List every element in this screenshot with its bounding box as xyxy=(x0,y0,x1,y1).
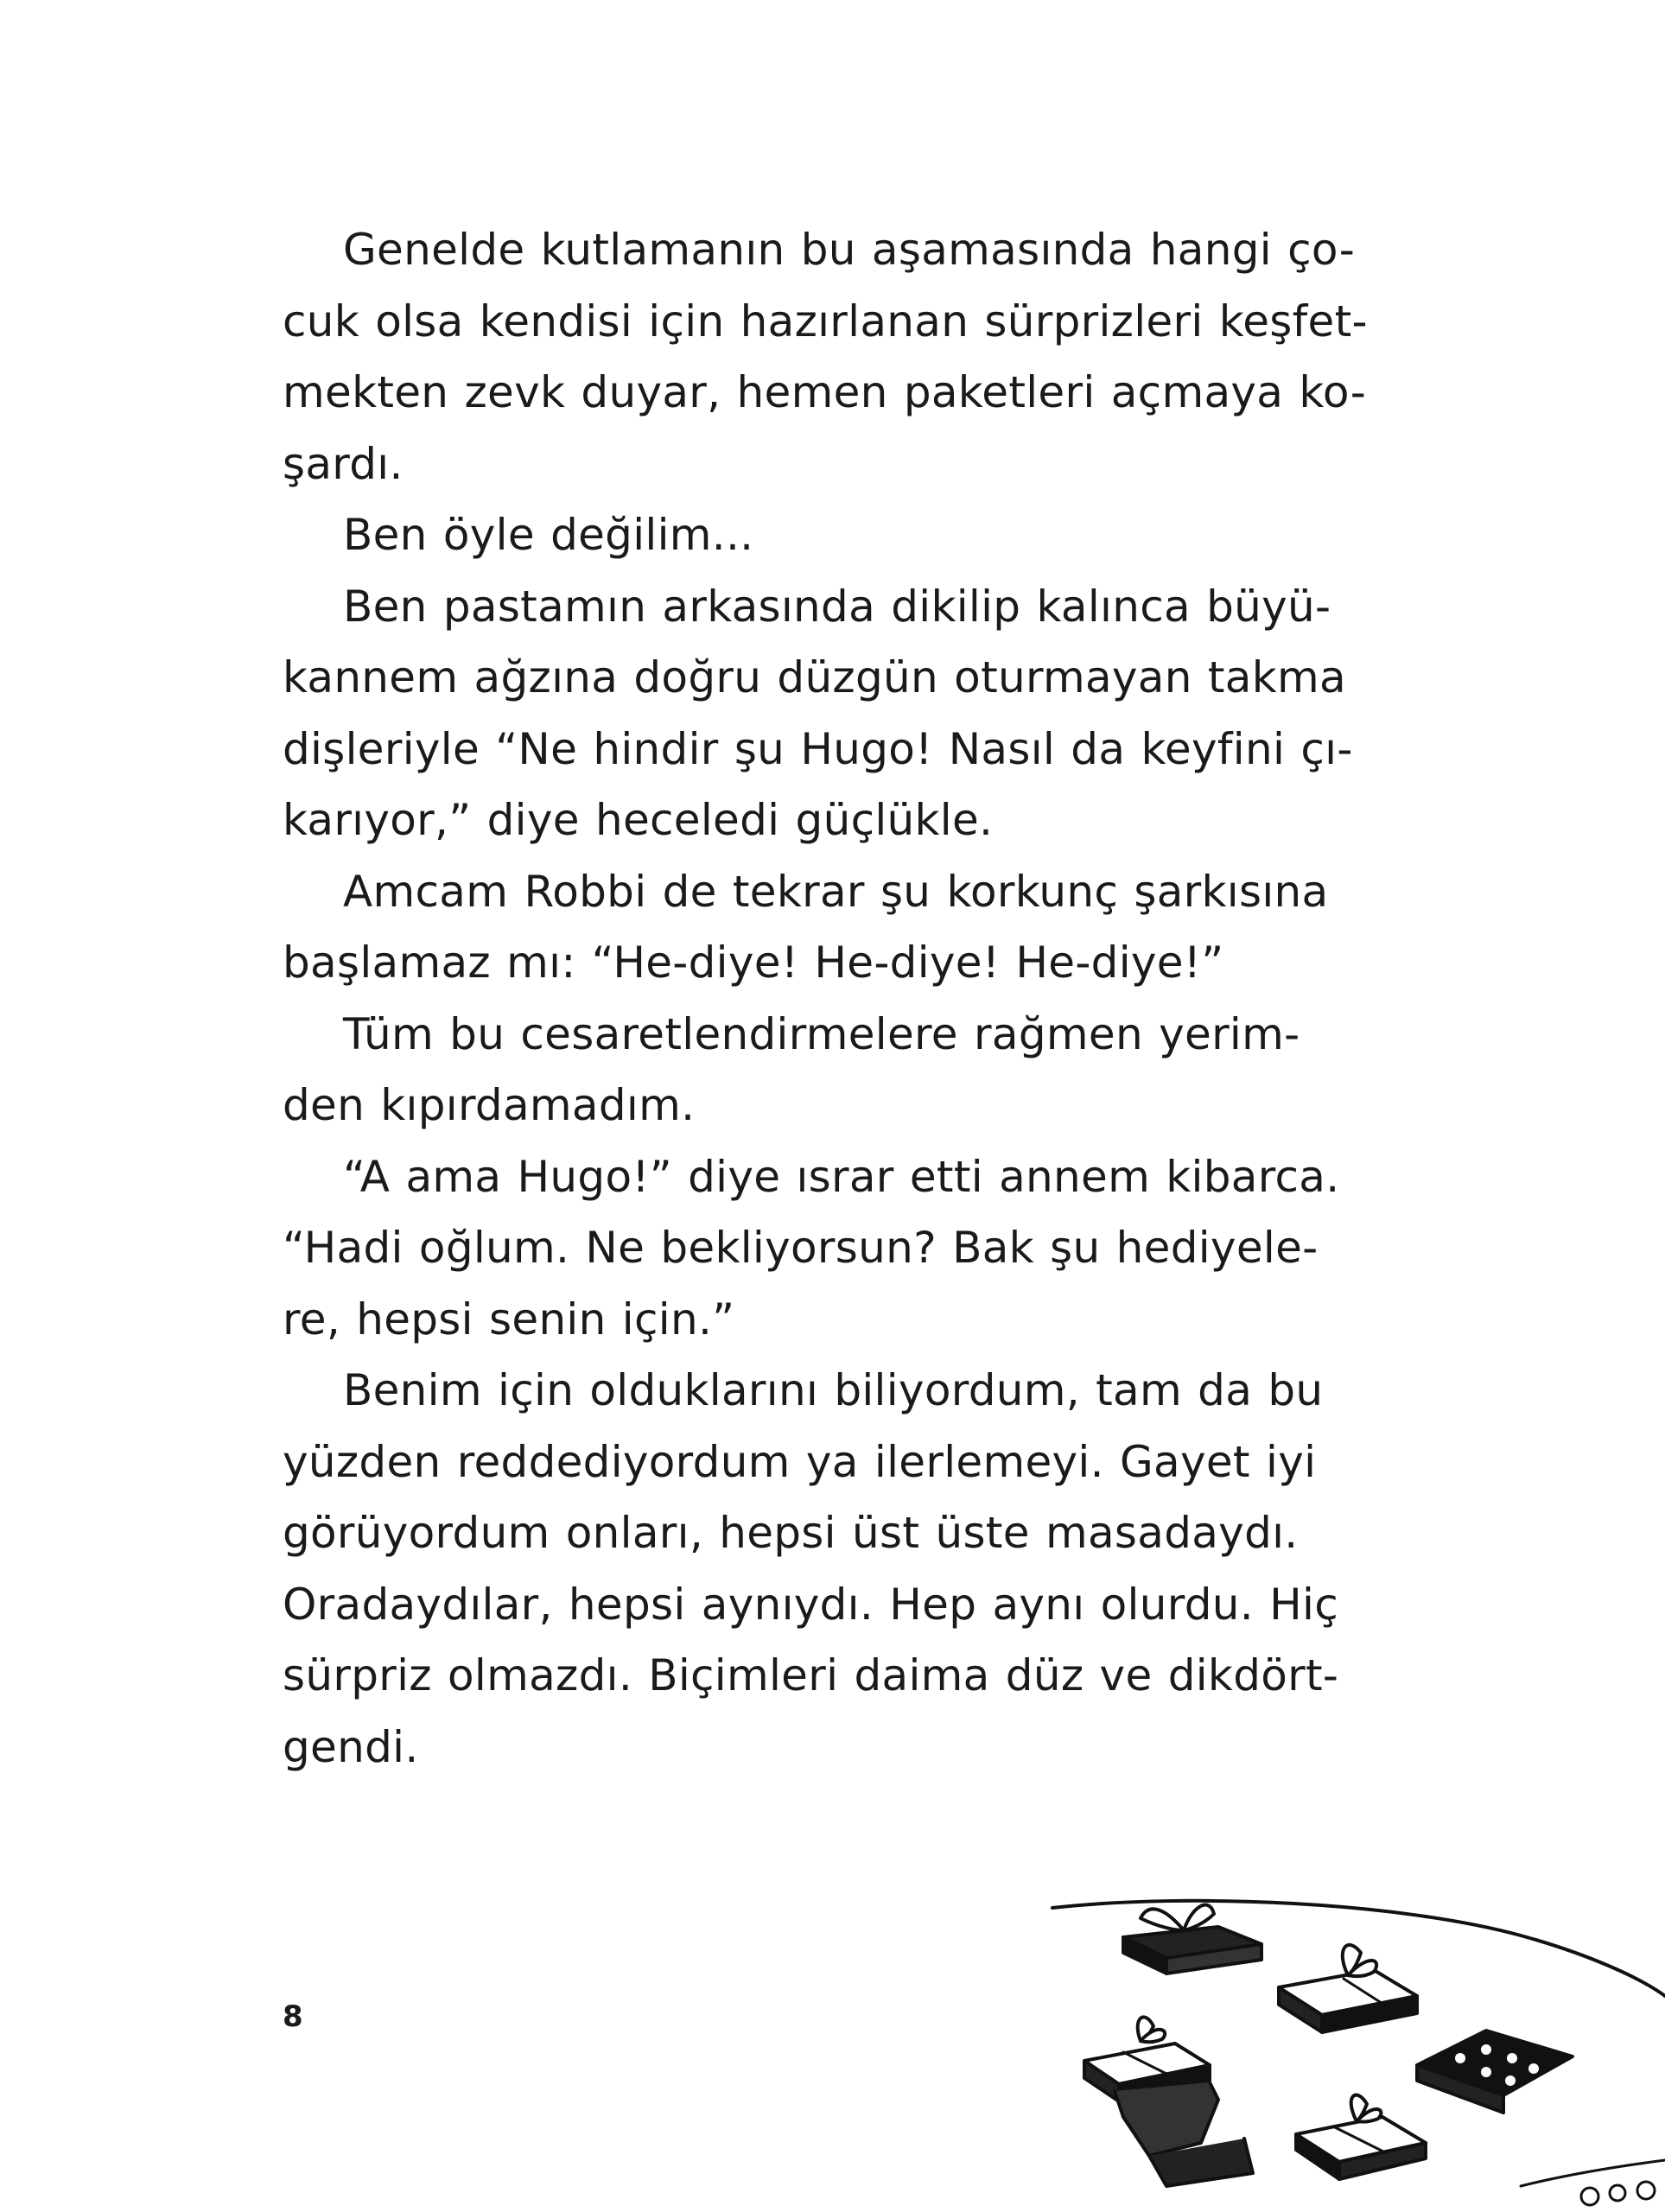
text-line: dişleriyle “Ne hindir şu Hugo! Nasıl da keyfini çı- xyxy=(283,723,1353,774)
text-line: Ben öyle değilim... xyxy=(343,510,754,560)
paragraph-6 xyxy=(283,1141,1382,1356)
text-line: karıyor,” diye heceledi güçlükle. xyxy=(283,795,994,845)
text-line: Tüm bu cesaretlendirmelere rağmen yerim- xyxy=(343,1008,1300,1059)
text-line: yüzden reddediyordum ya ilerlemeyi. Gayet iyi xyxy=(283,1436,1317,1487)
body-text xyxy=(283,214,1382,1783)
paragraph-3 xyxy=(283,571,1382,856)
gift-box-icon xyxy=(1417,2031,1573,2113)
text-line: den kıpırdamadım. xyxy=(283,1080,696,1130)
gift-boxes-on-table-illustration xyxy=(1037,1858,1665,2212)
text-line: mekten zevk duyar, hemen paketleri açmaya ko- xyxy=(283,367,1367,417)
text-line: cuk olsa kendisi için hazırlanan sürprizleri keşfet- xyxy=(283,296,1368,346)
text-line: Genelde kutlamanın bu aşamasında hangi ço- xyxy=(343,225,1356,275)
text-line: Amcam Robbi de tekrar şu korkunç şarkısına xyxy=(343,866,1329,917)
paragraph-4 xyxy=(283,856,1382,999)
paragraph-7 xyxy=(283,1355,1382,1783)
text-line: kannem ağzına doğru düzgün oturmayan takma xyxy=(283,652,1346,702)
gift-box-icon xyxy=(1123,1905,1261,1974)
text-line: Benim için olduklarını biliyordum, tam da bu xyxy=(343,1365,1324,1415)
text-line: şardı. xyxy=(283,438,404,489)
text-line: “Hadi oğlum. Ne bekliyorsun? Bak şu hediyele- xyxy=(283,1223,1319,1273)
paragraph-2 xyxy=(283,499,1382,571)
text-line: re, hepsi senin için.” xyxy=(283,1294,735,1344)
gift-box-icon xyxy=(1296,2095,1426,2179)
gift-box-icon xyxy=(1084,2017,1253,2186)
text-line: başlamaz mı: “He-diye! He-diye! He-diye!” xyxy=(283,938,1224,988)
paragraph-1 xyxy=(283,214,1382,499)
text-line: Oradaydılar, hepsi aynıydı. Hep aynı olurdu. Hiç xyxy=(283,1579,1339,1630)
text-line: Ben pastamın arkasında dikilip kalınca büyü- xyxy=(343,581,1331,632)
paragraph-5 xyxy=(283,999,1382,1141)
text-line: gendi. xyxy=(283,1721,419,1772)
text-line: “A ama Hugo!” diye ısrar etti annem kibarca. xyxy=(343,1151,1340,1202)
page-number: 8 xyxy=(283,1999,303,2034)
text-line: sürpriz olmazdı. Biçimleri daima düz ve dikdört- xyxy=(283,1650,1339,1700)
text-line: görüyordum onları, hepsi üst üste masadaydı. xyxy=(283,1508,1299,1558)
gift-box-icon xyxy=(1279,1945,1417,2032)
